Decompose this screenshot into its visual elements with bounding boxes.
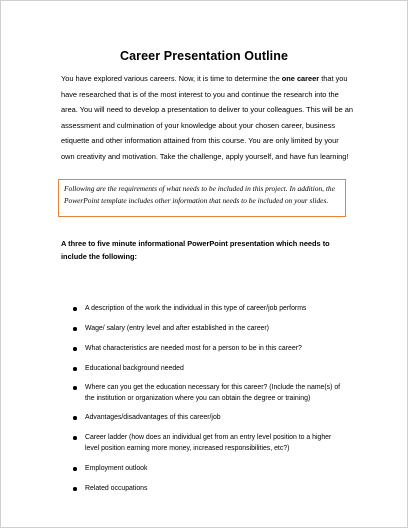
list-item-text: Career ladder (how does an individual get from an entry level position to a higher level position earning more money, increased responsibilities, etc?) bbox=[85, 434, 332, 452]
list-item-text: Related occupations bbox=[85, 485, 148, 492]
intro-text-end: that you have researched that is of the most interest to you and continue the research into the area. You will need to develop a presentation to deliver to your colleagues. This will be an assessment and culmination of your knowledge about your chosen career, business etiquette and other information attained from this course. You are only limited by your own creativity and motivation. Take the challenge, apply yourself, and have fun learning! bbox=[61, 74, 353, 161]
bullet-icon bbox=[73, 416, 77, 420]
bullet-icon bbox=[73, 386, 77, 390]
list-item bbox=[73, 413, 345, 424]
bullet-icon bbox=[73, 436, 77, 440]
list-item-text: Employment outlook bbox=[85, 465, 148, 472]
list-item-text: Where can you get the education necessary for this career? (Include the name(s) of the institution or organization where you can obtain the degree or training) bbox=[85, 384, 341, 402]
bullet-icon bbox=[73, 467, 77, 471]
page-title: Career Presentation Outline bbox=[119, 49, 289, 63]
list-item-text: Advantages/disadvantages of this career/job bbox=[85, 414, 221, 421]
list-item-text: What characteristics are needed most for a person to be in this career? bbox=[85, 345, 302, 352]
list-item bbox=[73, 383, 345, 404]
list-item bbox=[73, 433, 345, 454]
list-item-text: A description of the work the individual in this type of career/job performs bbox=[85, 305, 307, 312]
list-item-text: Wage/ salary (entry level and after established in the career) bbox=[85, 325, 269, 332]
list-item bbox=[73, 364, 345, 375]
bullet-icon bbox=[73, 307, 77, 311]
bullet-icon bbox=[73, 347, 77, 351]
list-item-text: Educational background needed bbox=[85, 365, 184, 372]
intro-text-start: You have explored various careers. Now, it is time to determine the bbox=[61, 74, 282, 83]
bullet-icon bbox=[73, 487, 77, 491]
bullet-icon bbox=[73, 327, 77, 331]
list-item bbox=[73, 324, 345, 335]
bullet-icon bbox=[73, 367, 77, 371]
requirements-list bbox=[1, 1, 407, 527]
list-item bbox=[73, 484, 345, 495]
list-item bbox=[73, 304, 345, 315]
list-item bbox=[73, 464, 345, 475]
intro-emphasis: one career bbox=[281, 74, 320, 83]
requirements-callout-box: Following are the requirements of what needs to be included in this project. In addition, the PowerPoint template includes other information that needs to be included on your slides. bbox=[58, 179, 346, 217]
list-item bbox=[73, 344, 345, 355]
requirements-heading: A three to five minute informational PowerPoint presentation which needs to include the following: bbox=[61, 239, 330, 261]
